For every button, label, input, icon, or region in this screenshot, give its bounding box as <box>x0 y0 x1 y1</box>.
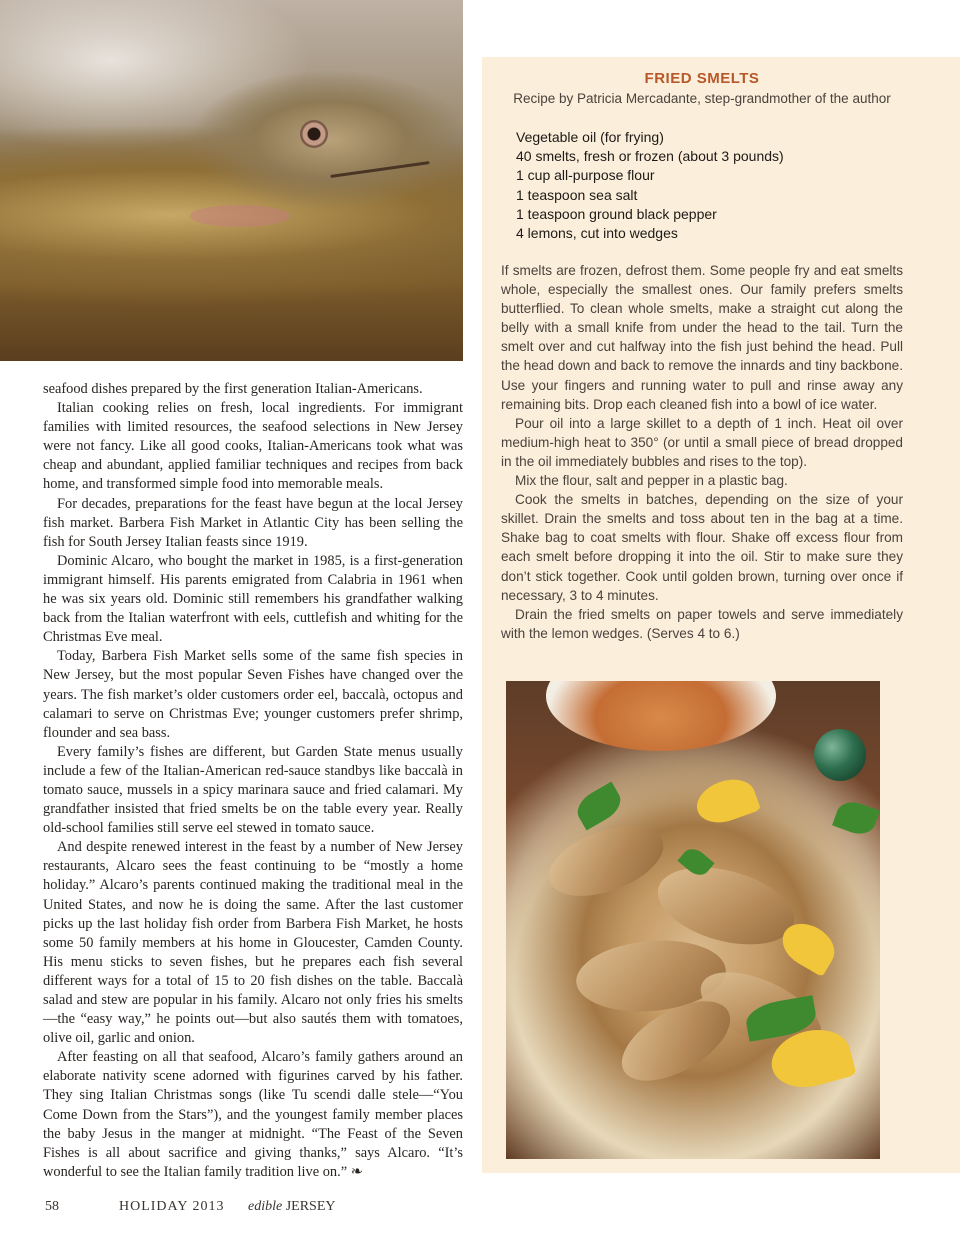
lemon-wedge-shape <box>691 772 761 830</box>
direction-step: Pour oil into a large skillet to a depth of 1 inch. Heat oil over medium-high heat to 350° (or until a small piece of bread dropped in the oil immediately bubbles and rises to the top). <box>501 415 903 469</box>
recipe-credit: Recipe by Patricia Mercadante, step-grandmother of the author <box>513 91 891 106</box>
ingredient-item: 40 smelts, fresh or frozen (about 3 pounds) <box>516 148 784 165</box>
issue-label: HOLIDAY 2013 <box>119 1199 225 1214</box>
ingredient-item: 1 cup all-purpose flour <box>516 167 655 184</box>
ingredient-item: 4 lemons, cut into wedges <box>516 225 678 242</box>
page-number: 58 <box>45 1199 59 1214</box>
bowl-shape <box>546 681 776 751</box>
recipe-directions <box>501 261 903 643</box>
magazine-name-rest: JERSEY <box>282 1199 336 1214</box>
ingredient-item: 1 teaspoon ground black pepper <box>516 205 717 222</box>
article-paragraph: Today, Barbera Fish Market sells some of the same fish species in New Jersey, but the most popular Seven Fishes have changed over the years. The fish market’s older customers order eel, baccalà, octopus and calamari to serve on Christmas Eve; younger customers prefer shrimp, flounder and sea bass. <box>43 648 463 741</box>
article-paragraph: seafood dishes prepared by the first generation Italian-Americans. <box>43 381 423 397</box>
magazine-name-italic: edible <box>248 1199 283 1214</box>
basil-leaf-shape <box>832 797 880 839</box>
recipe-title: FRIED SMELTS <box>644 70 760 87</box>
ingredient-list <box>516 128 784 243</box>
basil-leaf-shape <box>572 782 627 831</box>
direction-step: Cook the smelts in batches, depending on the size of your skillet. Drain the smelts and toss about ten in the bag at a time. Shake bag to coat smelts with flour. Shake off excess flour from each smelt before dropping it into the oil. Stir to make sure they don’t stick together. Cook until golden brown, turning over once if necessary, 3 to 4 minutes. <box>501 492 903 603</box>
article-paragraph: And despite renewed interest in the feast by a number of New Jersey restaurants, Alcaro sees the feast continuing to be “mostly a home holiday.” Alcaro’s parents continued making the traditional meal in the United States, and now he is doing the same. After the last customer picks up the last holiday fish order from Barbera Fish Market, he hosts some 50 family members at his home in Gloucester, Camden County. His menu sticks to seven fishes, but he prepares each fish several different ways for a total of 15 to 20 fish dishes on the table. Baccalà salad and stew are popular in his family. Alcaro not only fries his smelts—the “easy way,” he points out—but also sautés them with tomatoes, olive oil, garlic and onion. <box>43 839 463 1047</box>
article-body <box>43 380 463 1182</box>
ornament-shape <box>814 729 866 781</box>
ingredient-item: 1 teaspoon sea salt <box>516 186 638 203</box>
fried-smelts-photo <box>506 681 880 1159</box>
direction-step: If smelts are frozen, defrost them. Some people fry and eat smelts whole, especially the smallest ones. Our family prefers smelts butterflied. To clean whole smelts, make a straight cut along the belly with a small knife from under the head to the tail. Turn the smelt over and cut halfway into the fish just behind the head. Pull the head down and back to remove the innards and tiny backbone. Use your fingers and running water to pull and rinse away any remaining bits. Drop each cleaned fish into a bowl of ice water. <box>501 263 903 412</box>
article-paragraph: After feasting on all that seafood, Alcaro’s family gathers around an elaborate nativity scene adorned with figurines carved by his father. They sing Italian Christmas songs (like Tu scendi dalle stele—“You Come Down from the Stars”), and the youngest family member places the baby Jesus in the manger at midnight. “The Feast of the Seven Fishes is all about sacrifice and giving thanks,” says Alcaro. “It’s wonderful to see the Italian family tradition live on.” ❧ <box>43 1049 463 1180</box>
article-paragraph: Dominic Alcaro, who bought the market in 1985, is a first-generation immigrant himself. His parents emigrated from Calabria in 1961 when he was six years old. Dominic still remembers his grandfather walking back from the Italian waterfront with eels, cuttlefish and whiting for the Christmas Eve meal. <box>43 552 463 646</box>
eel-mouth <box>330 161 429 178</box>
eel-eye <box>300 120 328 148</box>
magazine-name <box>248 1199 368 1215</box>
smelt-shape <box>539 812 672 909</box>
ingredient-item: Vegetable oil (for frying) <box>516 129 664 145</box>
eel-photo <box>0 0 463 361</box>
article-paragraph: Every family’s fishes are different, but Garden State menus usually include a few of the Italian-American red-sauce standbys like baccalà in tomato sauce, mussels in a spicy marinara sauce and fried calamari. My grandfather insisted that fried smelts be on the table every year. Really old-school families still serve eel stewed in tomato sauce. <box>43 743 463 837</box>
article-paragraph: Italian cooking relies on fresh, local ingredients. For immigrant families with limited resources, the seafood selections in New Jersey were not fancy. Like all good cooks, Italian-Americans took what was cheap and abundant, applied familiar techniques and recipes from back home, and transformed simple food into memorable meals. <box>43 400 463 493</box>
eel-belly <box>190 205 290 227</box>
direction-step: Drain the fried smelts on paper towels and serve immediately with the lemon wedges. (Serves 4 to 6.) <box>501 606 903 641</box>
article-paragraph: For decades, preparations for the feast have begun at the local Jersey fish market. Barbera Fish Market in Atlantic City has been selling the fish for South Jersey Italian feasts since 1919. <box>43 495 463 550</box>
direction-step: Mix the flour, salt and pepper in a plastic bag. <box>515 473 788 489</box>
